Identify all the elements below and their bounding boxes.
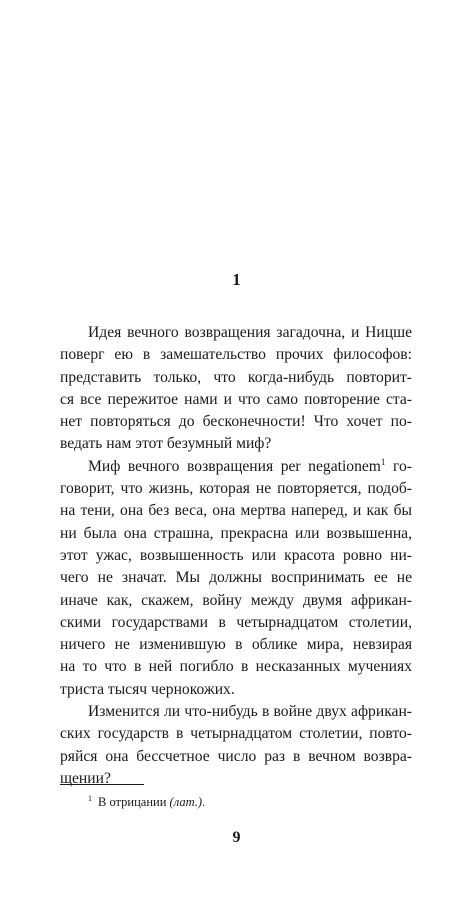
text-line: ся все пережитое нами и что само повторение ста- [60, 390, 412, 408]
text-line: на то что в ней погибло в несказанных мучениях [60, 658, 412, 676]
text-line: этот ужас, возвышенность или красота ровно ни- [60, 546, 412, 564]
text-line: чего не значат. Мы должны воспринимать ее не [60, 569, 412, 587]
text-line: иначе как, скажем, войну между двумя африкан- [60, 591, 412, 609]
footnote-divider [60, 784, 144, 785]
text-line: ских государств в четырнадцатом столетии, повто- [60, 725, 412, 743]
text-line: ведать нам этот безумный миф? [60, 435, 272, 453]
text-line: говорит, что жизнь, которая не повторяется, подоб- [60, 480, 412, 498]
footnote-end: . [202, 795, 206, 809]
text-line: на тени, она без веса, она мертва наперед, и как бы [60, 502, 412, 520]
chapter-number: 1 [232, 270, 241, 289]
text-line: Изменится ли что-нибудь в войне двух африкан- [88, 703, 412, 721]
text-line: триста тысяч чернокожих. [60, 680, 235, 698]
text-line: Идея вечного возвращения загадочна, и Ницше [88, 324, 412, 341]
footnote-text: В отрицании [98, 795, 170, 809]
page-number: 9 [232, 829, 241, 846]
body-text [60, 322, 412, 790]
text-line: поверг ею в замешательство прочих философов: [60, 346, 412, 364]
footnote-italic: (лат.) [169, 795, 203, 809]
text-line: нет повторяться до бесконечности! Что хочет по- [60, 413, 412, 431]
text-line: ряйся она бессчетное число раз в вечном возвра- [60, 747, 412, 765]
text-segment: Миф вечного возвращения per negationem [88, 457, 381, 475]
text-line-with-footnote [60, 456, 412, 478]
text-line: ни была она страшна, прекрасна или возвышенна, [60, 524, 412, 542]
footnote [88, 794, 205, 810]
text-line: представить только, что когда-нибудь повторит- [60, 368, 412, 386]
text-line: щении? [60, 769, 111, 787]
text-line: скими государствами в четырнадцатом столетии, [60, 613, 412, 631]
footnote-reference: 1 [380, 456, 386, 467]
footnote-number: 1 [88, 794, 92, 803]
text-segment: го- [385, 457, 412, 475]
text-line: ничего не изменившую в облике мира, невзирая [60, 636, 412, 654]
